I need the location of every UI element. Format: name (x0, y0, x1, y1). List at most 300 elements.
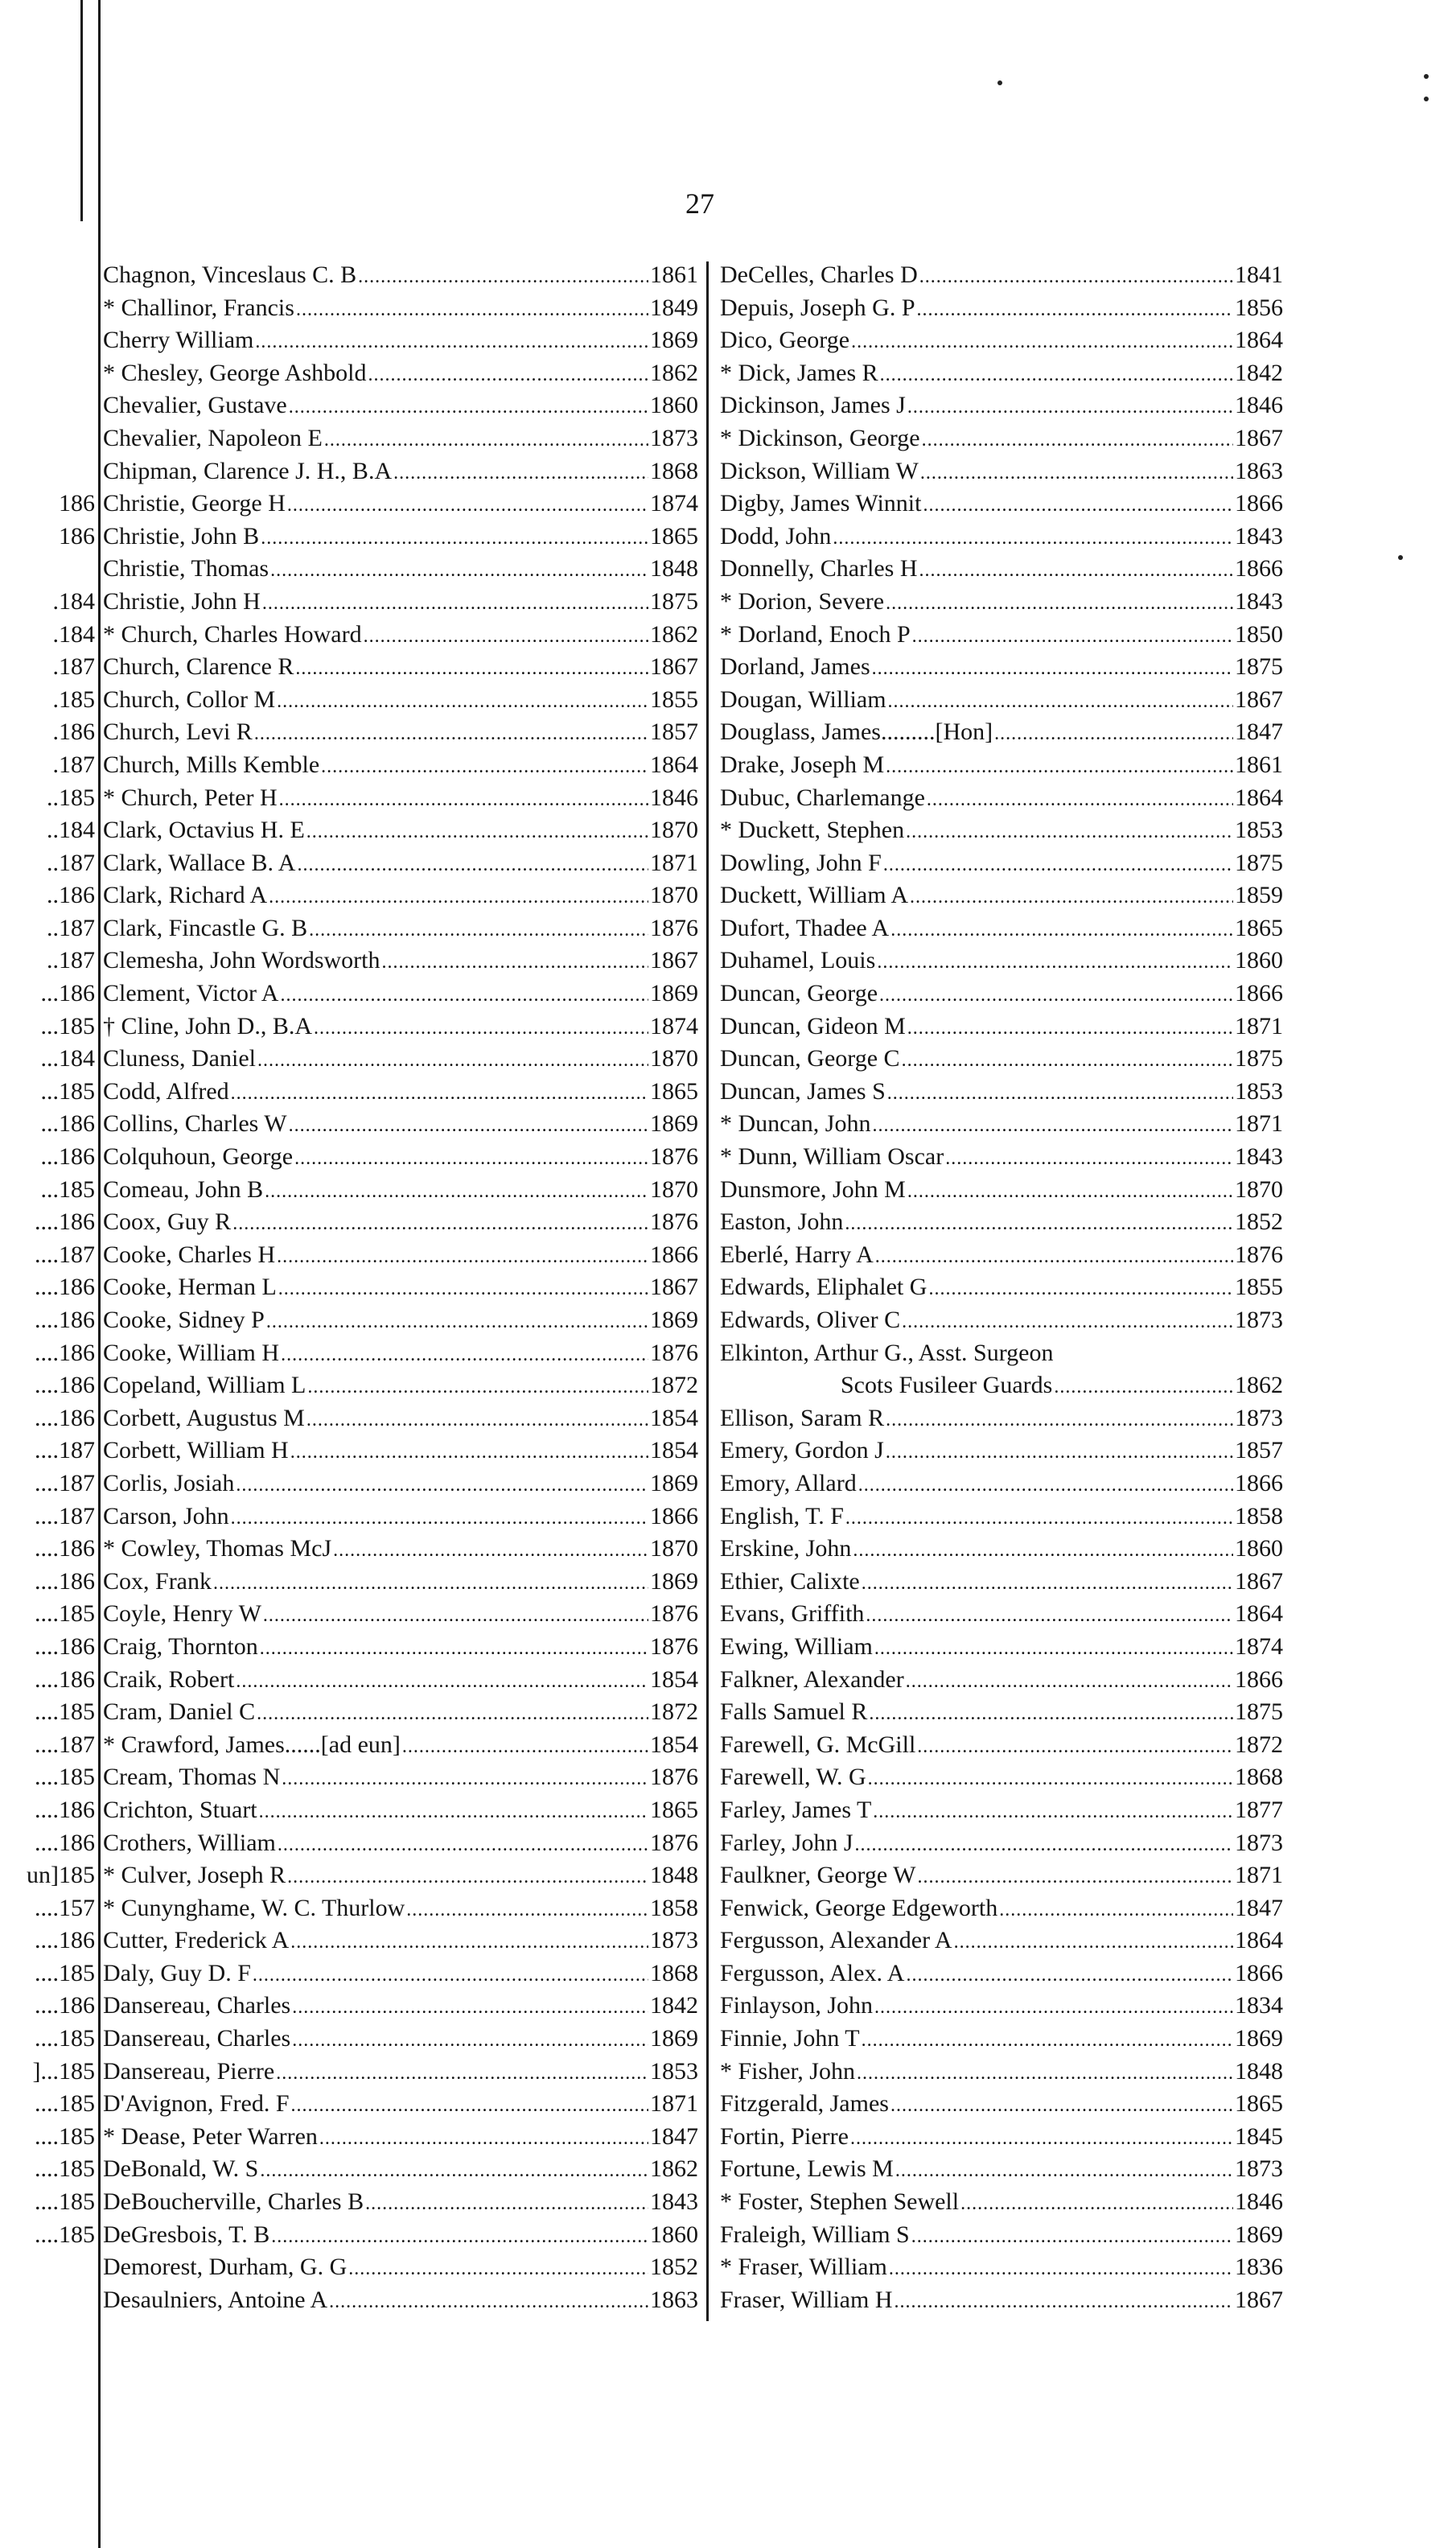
dot-leader (845, 1208, 1233, 1241)
entry-name: DeGresbois, T. B (103, 2221, 270, 2248)
entry-year: 1854 (650, 1731, 698, 1758)
entry-year: 1864 (650, 751, 698, 778)
dot-leader (858, 1469, 1233, 1502)
entry-name: * Chesley, George Ashbold (103, 359, 367, 386)
entry-year: 1857 (1235, 1437, 1283, 1464)
dot-leader (324, 424, 648, 457)
entry-name: Fenwick, George Edgeworth (720, 1894, 998, 1921)
entry-year: 1843 (1235, 587, 1283, 615)
entry-year: 1865 (650, 1796, 698, 1823)
entry-name: Fortune, Lewis M (720, 2155, 894, 2183)
entry-name: Falkner, Alexander (720, 1665, 904, 1693)
register-entry (103, 2088, 698, 2121)
dot-leader (906, 1959, 1233, 1992)
register-entry (103, 912, 698, 945)
entry-year: 1876 (650, 1764, 698, 1791)
ink-speck (997, 80, 1002, 85)
register-entry (103, 1108, 698, 1141)
dot-leader (851, 326, 1233, 359)
register-entry (720, 1696, 1283, 1729)
entry-name: Drake, Joseph M (720, 751, 885, 778)
entry-name: Cream, Thomas N (103, 1764, 281, 1791)
dot-leader (297, 849, 648, 882)
register-entry (720, 259, 1283, 292)
dot-leader (862, 2024, 1233, 2057)
register-entry (103, 945, 698, 978)
column-divider (706, 261, 709, 2321)
dot-leader (289, 1109, 648, 1142)
entry-year: 1866 (1235, 1469, 1283, 1496)
register-entry (720, 521, 1283, 554)
register-entry (720, 1598, 1283, 1631)
dot-leader (869, 1698, 1233, 1731)
entry-year: 1854 (650, 1404, 698, 1431)
dot-leader (853, 1534, 1233, 1567)
cut-off-fragment: ...185 (40, 1012, 95, 1039)
cut-off-fragment: ....186 (35, 1927, 95, 1954)
register-entry (103, 292, 698, 325)
entry-name: Daly, Guy D. F (103, 1959, 251, 1986)
dot-leader (912, 620, 1233, 653)
entry-year: 1845 (1235, 2122, 1283, 2150)
dot-leader (393, 457, 648, 490)
entry-year: 1867 (650, 1274, 698, 1301)
dot-leader (850, 2122, 1233, 2155)
margin-mark (80, 0, 97, 221)
register-entry (103, 1794, 698, 1827)
register-entry (103, 259, 698, 292)
cut-off-fragment: ....186 (35, 1404, 95, 1431)
dot-leader (917, 1861, 1233, 1894)
entry-year: 1862 (650, 620, 698, 648)
dot-leader (287, 489, 648, 522)
cut-off-fragment: ....187 (35, 1469, 95, 1496)
entry-name: Craik, Robert (103, 1665, 235, 1693)
entry-year: 1867 (1235, 685, 1283, 713)
entry-year: 1864 (1235, 784, 1283, 811)
dot-leader (236, 1469, 648, 1502)
entry-year: 1862 (650, 2155, 698, 2183)
dot-leader (365, 2188, 648, 2221)
dot-leader (994, 718, 1233, 751)
cut-off-fragment: ...186 (40, 1143, 95, 1171)
entry-name: Fortin, Pierre (720, 2122, 849, 2150)
entry-year: 1848 (650, 555, 698, 582)
register-entry (103, 619, 698, 652)
cut-off-fragment (0, 357, 97, 390)
dot-leader (266, 1306, 648, 1339)
entry-name: Clark, Octavius H. E (103, 817, 305, 844)
dot-leader (919, 261, 1233, 294)
entry-name: * Cowley, Thomas McJ (103, 1535, 332, 1562)
cut-off-fragment: ....186 (35, 1992, 95, 2019)
register-entry (720, 1533, 1283, 1566)
register-entry (720, 2121, 1283, 2154)
entry-name: * Fisher, John (720, 2057, 855, 2085)
cut-off-fragment (0, 292, 97, 325)
entry-year: 1872 (650, 1698, 698, 1726)
cut-off-fragment: ....187 (35, 1731, 95, 1758)
cut-off-fragment: ....185 (35, 1959, 95, 1986)
entry-name: Clark, Richard A (103, 882, 268, 909)
register-entry (720, 1011, 1283, 1043)
entry-name: Church, Levi R (103, 718, 253, 746)
register-entry (720, 553, 1283, 586)
entry-name: Corlis, Josiah (103, 1469, 235, 1496)
dot-leader (906, 816, 1233, 849)
entry-year: 1834 (1235, 1992, 1283, 2019)
entry-name: Cram, Daniel C (103, 1698, 256, 1726)
entry-name: Crothers, William (103, 1829, 276, 1856)
dot-leader (902, 1306, 1233, 1339)
dot-leader (873, 1796, 1233, 1829)
entry-name: DeBonald, W. S (103, 2155, 259, 2183)
cut-off-fragment: .187 (52, 653, 95, 681)
dot-leader (260, 1632, 648, 1665)
cut-off-fragment: .184 (52, 587, 95, 615)
entry-name: Dickinson, James J (720, 392, 906, 419)
register-entry (720, 1402, 1283, 1435)
cut-off-fragment: .187 (52, 751, 95, 778)
dot-leader (280, 979, 648, 1012)
register-entry (103, 684, 698, 717)
cut-off-fragment: ..187 (47, 947, 95, 974)
register-entry (103, 2186, 698, 2219)
dot-leader (927, 784, 1233, 817)
entry-name: Scots Fusileer Guards (841, 1372, 1053, 1399)
dot-leader (292, 1991, 648, 2024)
entry-name: Dansereau, Charles (103, 1992, 291, 2019)
register-entry (103, 978, 698, 1011)
register-entry (103, 2121, 698, 2154)
entry-year: 1877 (1235, 1796, 1283, 1823)
entry-name: Cherry William (103, 327, 254, 354)
dot-leader (253, 1959, 648, 1992)
register-column-left (103, 259, 698, 2316)
entry-name: Cooke, William H (103, 1339, 280, 1366)
cut-off-fragment: ....185 (35, 1764, 95, 1791)
register-entry (720, 1435, 1283, 1467)
register-entry (103, 1761, 698, 1794)
entry-name: Cooke, Sidney P (103, 1307, 265, 1333)
entry-year: 1876 (650, 914, 698, 941)
entry-year: 1873 (650, 424, 698, 451)
cut-off-fragment: un]185 (27, 1862, 95, 1889)
dot-leader (261, 522, 648, 555)
dot-leader (895, 2155, 1233, 2188)
entry-name: Farley, John J (720, 1829, 853, 1856)
cut-off-fragment: ...184 (40, 1045, 95, 1072)
dot-leader (287, 1861, 648, 1894)
dot-leader (260, 2155, 648, 2188)
entry-year: 1873 (1235, 2155, 1283, 2183)
entry-name: * Challinor, Francis (103, 294, 294, 321)
entry-year: 1869 (1235, 2221, 1283, 2248)
dot-leader (358, 261, 648, 294)
register-entry (720, 1859, 1283, 1892)
dot-leader (890, 914, 1233, 947)
register-entry (720, 292, 1283, 325)
dot-leader (348, 2253, 648, 2286)
cut-off-fragment: ....185 (35, 2221, 95, 2248)
entry-name: Eberlé, Harry A (720, 1241, 874, 1268)
cut-off-fragment: ....187 (35, 1502, 95, 1529)
register-entry (103, 651, 698, 684)
cut-off-fragment: ....186 (35, 1829, 95, 1856)
dot-leader (291, 2089, 648, 2122)
dot-leader (231, 1077, 648, 1110)
entry-year: 1871 (1235, 1012, 1283, 1039)
register-entry (720, 2088, 1283, 2121)
register-entry (103, 814, 698, 847)
entry-year: 1863 (1235, 457, 1283, 484)
register-entry (720, 1337, 1283, 1370)
register-entry (720, 389, 1283, 422)
register-entry (103, 422, 698, 455)
entry-year: 1853 (1235, 817, 1283, 844)
cut-off-fragment: ....185 (35, 1698, 95, 1726)
dot-leader (290, 1926, 648, 1959)
dot-leader (886, 751, 1233, 784)
entry-name: Clemesha, John Wordsworth (103, 947, 380, 974)
entry-name: Dodd, John (720, 522, 832, 550)
cut-off-fragment: .184 (52, 620, 95, 648)
entry-year: 1870 (650, 1045, 698, 1072)
register-entry (103, 1729, 698, 1762)
entry-name: Chevalier, Gustave (103, 392, 287, 419)
entry-name: Erskine, John (720, 1535, 852, 1562)
register-entry (720, 2284, 1283, 2317)
register-entry (103, 749, 698, 782)
register-entry (720, 422, 1283, 455)
entry-name: Dowling, John F (720, 849, 882, 876)
entry-name: Demorest, Durham, G. G (103, 2254, 348, 2281)
dot-leader (306, 816, 648, 849)
dot-leader (277, 1241, 648, 1274)
entry-year: 1868 (650, 1959, 698, 1986)
dot-leader (333, 1534, 648, 1567)
dot-leader (282, 1763, 648, 1796)
dot-leader (278, 1273, 648, 1306)
dot-leader (329, 2286, 648, 2319)
entry-name: Dunsmore, John M (720, 1175, 906, 1203)
dot-leader (917, 294, 1233, 327)
cut-off-fragment: ..187 (47, 914, 95, 941)
entry-name: Fergusson, Alexander A (720, 1927, 952, 1954)
entry-name: Fraleigh, William S (720, 2221, 910, 2248)
cut-off-fragment: ..185 (47, 784, 95, 811)
entry-year: 1847 (1235, 718, 1283, 746)
register-entry (103, 1827, 698, 1860)
entry-year: 1870 (650, 1535, 698, 1562)
register-entry (103, 1369, 698, 1402)
entry-name: Duncan, James S (720, 1077, 886, 1105)
dot-leader (292, 2024, 648, 2057)
cut-off-fragment: ..186 (47, 882, 95, 909)
register-entry (720, 1369, 1283, 1402)
register-column-right (720, 259, 1283, 2316)
entry-name: Dickson, William W (720, 457, 919, 484)
dot-leader (213, 1567, 648, 1600)
dot-leader (257, 1698, 648, 1731)
dot-leader (270, 554, 648, 587)
register-entry (103, 1533, 698, 1566)
entry-year: 1875 (1235, 653, 1283, 681)
register-entry (720, 488, 1283, 521)
entry-name: Cutter, Frederick A (103, 1927, 290, 1954)
ink-speck (1424, 97, 1429, 101)
dot-leader (295, 652, 648, 685)
register-entry (720, 684, 1283, 717)
entry-name: Dico, George (720, 327, 850, 354)
register-entry (720, 879, 1283, 912)
register-entry (720, 1827, 1283, 1860)
dot-leader (855, 1829, 1233, 1862)
entry-name: Ewing, William (720, 1632, 873, 1660)
entry-name: Chipman, Clarence J. H., B.A (103, 457, 393, 484)
entry-name: Emery, Gordon J (720, 1437, 884, 1464)
cut-off-fragment: ....185 (35, 2155, 95, 2183)
entry-name: Fraser, William H (720, 2286, 893, 2313)
entry-name: Falls Samuel R (720, 1698, 868, 1726)
entry-year: 1867 (650, 653, 698, 681)
register-entry (103, 2284, 698, 2317)
dot-leader (845, 1502, 1233, 1535)
dot-leader (254, 718, 648, 751)
entry-name: Chevalier, Napoleon E (103, 424, 323, 451)
register-entry (103, 1566, 698, 1599)
dot-leader (917, 1731, 1233, 1764)
register-entry (103, 1304, 698, 1337)
register-entry (103, 1990, 698, 2023)
dot-leader (872, 652, 1233, 685)
register-entry (720, 1271, 1283, 1304)
register-entry (103, 1043, 698, 1076)
register-entry (720, 2153, 1283, 2186)
entry-name: Christie, John H (103, 587, 261, 615)
cut-off-fragment: ....186 (35, 1796, 95, 1823)
dot-leader (255, 326, 648, 359)
cut-off-fragment: ....186 (35, 1372, 95, 1399)
entry-year: 1876 (1235, 1241, 1283, 1268)
register-entry (720, 814, 1283, 847)
register-entry (720, 912, 1283, 945)
cut-off-fragment: ....157 (35, 1894, 95, 1921)
cut-off-previous-column (0, 259, 97, 2251)
register-entry (720, 716, 1283, 749)
register-entry (103, 1206, 698, 1239)
entry-year: 1875 (650, 587, 698, 615)
cut-off-fragment (0, 553, 97, 586)
cut-off-fragment (0, 324, 97, 357)
register-entry (720, 2186, 1283, 2219)
entry-year: 1864 (1235, 1927, 1283, 1954)
dot-leader (364, 620, 648, 653)
dot-leader (920, 457, 1233, 490)
cut-off-fragment: ....186 (35, 1274, 95, 1301)
entry-name: D'Avignon, Fred. F (103, 2090, 290, 2118)
entry-year: 1858 (650, 1894, 698, 1921)
cut-off-fragment: ....186 (35, 1632, 95, 1660)
entry-year: 1875 (1235, 849, 1283, 876)
entry-name: Fergusson, Alex. A (720, 1959, 905, 1986)
register-entry (103, 782, 698, 815)
register-entry (720, 1206, 1283, 1239)
entry-name: Corbett, Augustus M (103, 1404, 305, 1431)
entry-name: Christie, Thomas (103, 555, 269, 582)
cut-off-fragment: 186 (59, 490, 95, 517)
entry-name: Crichton, Stuart (103, 1796, 257, 1823)
entry-year: 1867 (1235, 2286, 1283, 2313)
register-entry (103, 1076, 698, 1109)
entry-year: 1846 (1235, 2188, 1283, 2216)
entry-name: * Culver, Joseph R (103, 1862, 286, 1889)
dot-leader (911, 2221, 1233, 2254)
entry-name: Carson, John (103, 1502, 229, 1529)
entry-year: 1871 (650, 849, 698, 876)
entry-name: Corbett, William H (103, 1437, 289, 1464)
dot-leader (888, 685, 1233, 718)
dot-leader (368, 359, 648, 392)
dot-leader (265, 1175, 648, 1208)
entry-name: * Dick, James R (720, 359, 878, 386)
register-entry (720, 324, 1283, 357)
entry-name: Faulkner, George W (720, 1862, 916, 1889)
dot-leader (928, 1273, 1233, 1306)
entry-year: 1846 (1235, 392, 1283, 419)
register-entry (103, 2056, 698, 2089)
entry-year: 1855 (650, 685, 698, 713)
entry-year: 1847 (1235, 1894, 1283, 1921)
register-entry (103, 2023, 698, 2056)
register-entry (103, 1271, 698, 1304)
entry-year: 1876 (650, 1829, 698, 1856)
entry-name: Dubuc, Charlemange (720, 784, 925, 811)
entry-name: Church, Clarence R (103, 653, 294, 681)
entry-name: Cox, Frank (103, 1567, 212, 1595)
entry-year: 1870 (650, 817, 698, 844)
entry-year: 1860 (650, 392, 698, 419)
entry-name: Christie, George H (103, 490, 286, 517)
entry-name: * Duncan, John (720, 1110, 871, 1138)
register-entry (103, 1696, 698, 1729)
cut-off-fragment (0, 389, 97, 422)
cut-off-fragment: ....186 (35, 1567, 95, 1595)
register-entry (103, 1598, 698, 1631)
entry-name: * Dorion, Severe (720, 587, 885, 615)
entry-name: Duncan, Gideon M (720, 1012, 906, 1039)
entry-year: 1869 (650, 1110, 698, 1138)
entry-year: 1874 (650, 490, 698, 517)
entry-year: 1866 (1235, 555, 1283, 582)
entry-year: 1847 (650, 2122, 698, 2150)
ink-speck (1424, 74, 1429, 79)
cut-off-fragment: ....185 (35, 2188, 95, 2216)
dot-leader (875, 1241, 1233, 1274)
register-entry (720, 619, 1283, 652)
dot-leader (872, 1109, 1233, 1142)
dot-leader (231, 1502, 648, 1535)
register-entry (720, 847, 1283, 880)
entry-year: 1865 (650, 1077, 698, 1105)
entry-name: * Church, Charles Howard (103, 620, 362, 648)
register-entry (720, 1892, 1283, 1925)
dot-leader (999, 1894, 1233, 1927)
register-entry (103, 455, 698, 488)
dot-leader (857, 2057, 1233, 2090)
dot-leader (833, 522, 1233, 555)
dot-leader (281, 1339, 648, 1372)
